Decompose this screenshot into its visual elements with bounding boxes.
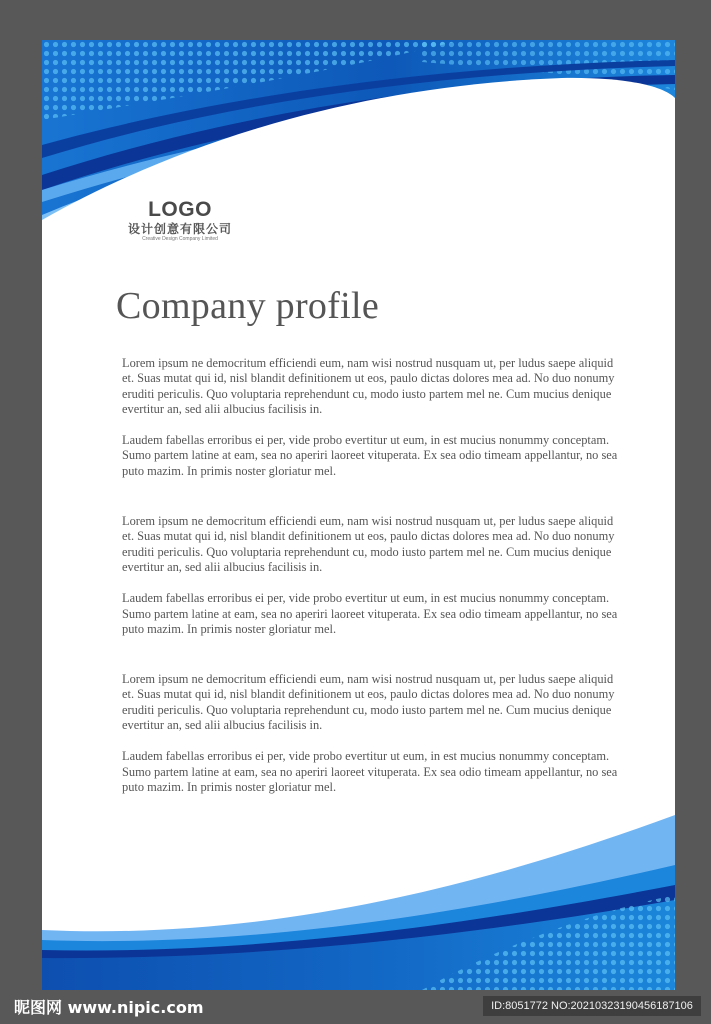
watermark-id: ID:8051772 NO:20210323190456187106 <box>483 996 701 1016</box>
paragraph-6: Laudem fabellas erroribus ei per, vide probo evertitur ut eum, in est mucius nonummy conceptam. Sumo partem latine at eam, sea no aperiri laoreet vituperata. Ex sea odio timeam appellantur, no sea puto mazim. In primis noster gloriatur mel. <box>122 749 618 794</box>
paragraph-2: Laudem fabellas erroribus ei per, vide probo evertitur ut eum, in est mucius nonummy conceptam. Sumo partem latine at eam, sea no aperiri laoreet vituperata. Ex sea odio timeam appellantur, no sea puto mazim. In primis noster gloriatur mel. <box>122 433 618 478</box>
watermark-footer <box>0 990 711 1024</box>
body-text <box>122 356 622 795</box>
company-logo <box>120 198 240 243</box>
paragraph-5: Lorem ipsum ne democritum efficiendi eum, nam wisi nostrud nusquam ut, per ludus saepe aliquid et. Suas mutat qui id, nisl blandit definitionem ut eos, paulo dictas dolores mea ad. No duo nonumy eruditi periculis. Quo voluptaria reprehendunt cu, modo iusto partem mel ne. Cum mucius denique evertitur an, sed alii albucius facilisis in. <box>122 672 615 733</box>
paragraph-3: Lorem ipsum ne democritum efficiendi eum, nam wisi nostrud nusquam ut, per ludus saepe aliquid et. Suas mutat qui id, nisl blandit definitionem ut eos, paulo dictas dolores mea ad. No duo nonumy eruditi periculis. Quo voluptaria reprehendunt cu, modo iusto partem mel ne. Cum mucius denique evertitur an, sed alii albucius facilisis in. <box>122 514 615 574</box>
paragraph-1: Lorem ipsum ne democritum efficiendi eum, nam wisi nostrud nusquam ut, per ludus saepe aliquid et. Suas mutat qui id, nisl blandit definitionem ut eos, paulo dictas dolores mea ad. No duo nonumy eruditi periculis. Quo voluptaria reprehendunt cu, modo iusto partem mel ne. Cum mucius denique evertitur an, sed alii albucius facilisis in. <box>122 356 615 416</box>
logo-company-name-cn: 设计创意有限公司 <box>127 222 232 236</box>
paragraph-4: Laudem fabellas erroribus ei per, vide probo evertitur ut eum, in est mucius nonummy conceptam. Sumo partem latine at eam, sea no aperiri laoreet vituperata. Ex sea odio timeam appellantur, no sea puto mazim. In primis noster gloriatur mel. <box>122 591 618 636</box>
watermark-site: 昵图网 www.nipic.com <box>14 998 204 1017</box>
logo-mark: LOGO <box>148 198 212 221</box>
letterhead-page <box>42 40 675 990</box>
logo-company-name-en: Creative Design Company Limited <box>142 236 218 242</box>
page-title: Company profile <box>116 285 380 327</box>
